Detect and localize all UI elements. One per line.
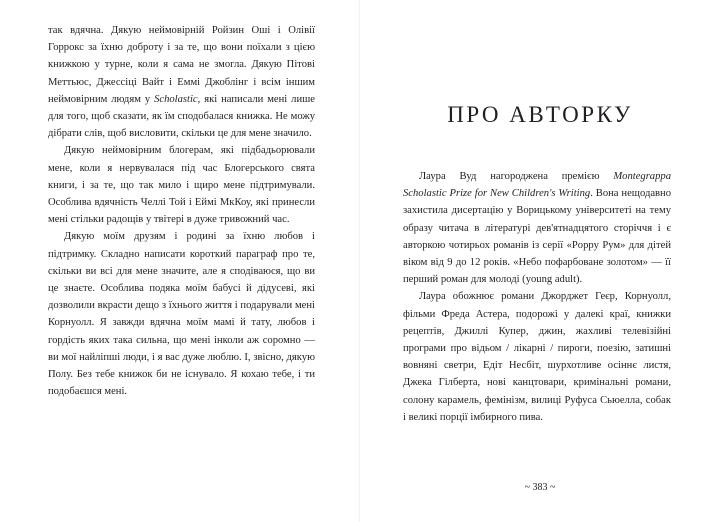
italic-run: Montegrappa Scholastic Prize for New Children's Writing: [403, 171, 671, 200]
italic-run: Scholastic: [154, 93, 198, 105]
acknowledgements-text: [48, 22, 315, 400]
paragraph: Лаура Вуд нагороджена премією Montegrappa Scholastic Prize for New Children's Writing. Вона нещодавно захистила дисертацію у Ворицькому університеті на тему образу читача в літературі дев'ятнадцятого сторіччя і є авторкою чотирьох романів із серії «Poppy Рум» для дітей віком від 9 до 12 років. «Небо пофарбоване золотом» — її перший роман для молоді (young adult).: [403, 171, 672, 286]
about-author-text: [403, 168, 671, 426]
right-page: [360, 0, 720, 522]
page-number: ~ 383 ~: [524, 482, 556, 493]
paragraph: Дякую неймовірним блогерам, які підбадьорювали мене, коли я нервувалася під час Блогерського свята книги, і за те, що так мило і щиро мене підтримували. Особлива вдячність Челлі Той і Еймі МкКоу, які принесли мені стільки радощів у твітері в дуже тривожний час.: [48, 145, 315, 226]
paragraph: Дякую моїм друзям і родині за їхню любов і підтримку. Складно написати короткий параграф про те, скільки ви всі для мене значите, але я сподіваюся, що ви це знаєте. Особлива подяка моїм бабусі й дідусеві, які дозволили вкрасти дещо з їхнього життя і подарували мені Корнуолл. Я завжди вдячна моїм мамі й тату, любов і гордість яких така сильна, що мені інколи аж соромно — ви мої найліпші люди, і я вас дуже люблю. І, звісно, дякую Полу. Без тебе книжок би не існувало. Я кохаю тебе, і ти подобаєшся мені.: [48, 231, 315, 398]
paragraph: Лаура обожнює романи Джорджет Геєр, Корнуолл, фільми Фреда Астера, подорожі у далекі краї, книжки рецептів, Джиллі Купер, джин, жахливі телевізійні програми про відьом / лікарні / пироги, поезію, затишні вовняні светри, Едіт Несбіт, шурхотливе осіннє листя, Джека Гілберта, нові канцтовари, кримінальні романи, солону карамель, фемінізм, вилиці Руфуса Сьюелла, собак і великі порції імбирного пива.: [403, 291, 671, 423]
chapter-title: ПРО АВТОРКУ: [447, 102, 633, 127]
paragraph: так вдячна. Дякую неймовірній Ройзин Оші і Олівії Горрокс за їхню доброту і за те, що вони поїхали з цією книжкою у турне, коли я сама не змогла. Дякую Пітові Меттьюс, Джессіці Вайт і Еммі Джоблінг і всім іншим неймовірним людям у Scholastic, які написали мені лише для того, щоб сказати, як їм сподобалася книжка. Не можу дібрати слів, щоб висловити, скільки це для мене значило.: [48, 25, 315, 140]
